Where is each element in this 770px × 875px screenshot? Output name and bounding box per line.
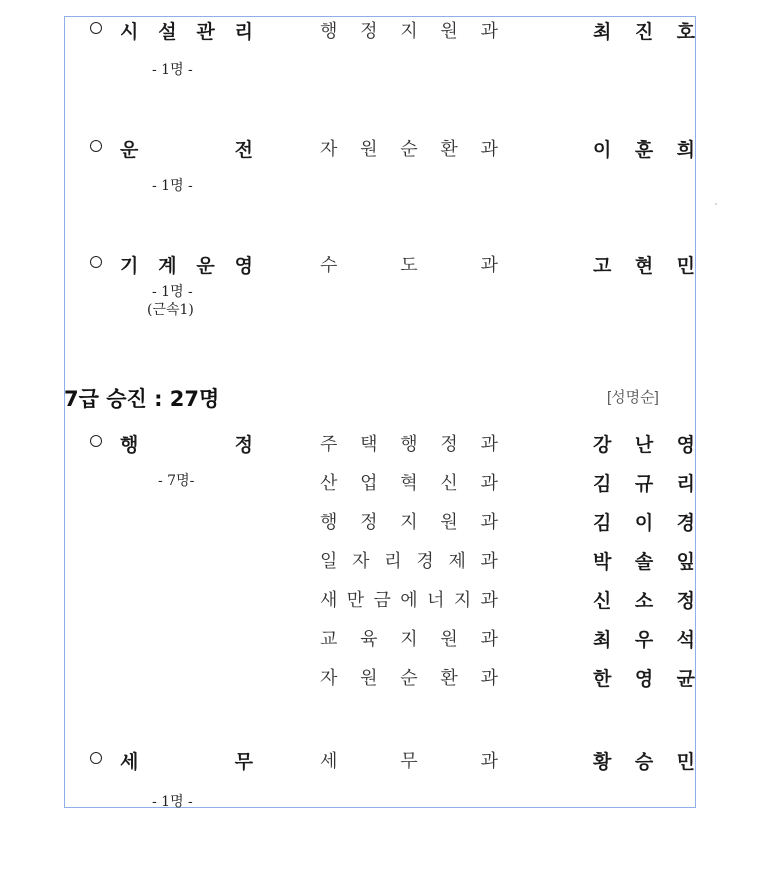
char: 순 — [400, 139, 418, 160]
char: 원 — [440, 512, 458, 533]
char: 주 — [320, 434, 338, 455]
char: 전 — [234, 139, 253, 161]
count-label: - 1명 - — [152, 178, 193, 194]
person-name — [593, 747, 695, 774]
char: 규 — [634, 473, 654, 495]
person-name — [593, 664, 695, 691]
char: 제 — [448, 551, 466, 572]
char: 경 — [416, 551, 434, 572]
char: 고 — [593, 255, 612, 277]
char: 민 — [676, 255, 695, 277]
section-heading: 7급 승진 : 27명 — [64, 387, 220, 411]
char: 잎 — [676, 551, 695, 573]
char: 신 — [593, 590, 612, 612]
char: 영 — [634, 668, 654, 690]
count-label: - 1명 - — [152, 794, 193, 810]
char: 과 — [480, 255, 498, 276]
char: 민 — [676, 751, 695, 773]
char: 설 — [158, 21, 177, 43]
person-name — [593, 251, 695, 278]
char: 원 — [360, 668, 378, 689]
char: 과 — [480, 139, 498, 160]
char: 경 — [676, 512, 695, 534]
char: 행 — [400, 434, 418, 455]
char: 황 — [593, 751, 612, 773]
stray-dot — [715, 203, 717, 205]
char: 리 — [676, 473, 695, 495]
char: 새 — [320, 590, 338, 611]
char: 운 — [196, 255, 215, 277]
char: 기 — [120, 255, 139, 277]
bullet-circle-icon — [90, 435, 102, 447]
char: 원 — [440, 629, 458, 650]
char: 교 — [320, 629, 338, 650]
char: 과 — [480, 629, 498, 650]
dept-text — [320, 625, 498, 651]
char: 무 — [400, 751, 418, 772]
person-name — [593, 469, 695, 496]
person-name — [593, 135, 695, 162]
char: 신 — [440, 473, 458, 494]
bullet-circle-icon — [90, 752, 102, 764]
dept-text — [320, 747, 498, 773]
bullet-circle-icon — [90, 256, 102, 268]
category-gigye — [120, 251, 253, 278]
char: 시 — [120, 21, 139, 43]
char: 호 — [676, 21, 695, 43]
char: 지 — [400, 629, 418, 650]
char: 무 — [234, 751, 253, 773]
char: 김 — [593, 473, 612, 495]
dept-text — [320, 508, 498, 534]
char: 행 — [320, 21, 338, 42]
char: 일 — [320, 551, 338, 572]
note-label: (근속1) — [147, 302, 194, 318]
char: 환 — [440, 139, 458, 160]
char: 한 — [593, 668, 612, 690]
char: 수 — [320, 255, 338, 276]
char: 영 — [676, 434, 695, 456]
dept-text — [320, 251, 498, 277]
dept-text — [320, 586, 498, 612]
char: 지 — [400, 512, 418, 533]
char: 정 — [440, 434, 458, 455]
char: 자 — [320, 668, 338, 689]
person-name — [593, 625, 695, 652]
char: 최 — [593, 21, 612, 43]
char: 순 — [400, 668, 418, 689]
char: 정 — [360, 21, 378, 42]
order-note: [성명순] — [607, 389, 659, 406]
char: 혁 — [400, 473, 418, 494]
char: 도 — [400, 255, 418, 276]
char: 과 — [480, 551, 498, 572]
char: 균 — [676, 668, 695, 690]
char: 승 — [634, 751, 654, 773]
category-unjeon — [120, 135, 253, 162]
char: 자 — [352, 551, 370, 572]
category-siseol — [120, 17, 253, 44]
char: 이 — [634, 512, 654, 534]
dept-text — [320, 17, 498, 43]
char: 과 — [480, 668, 498, 689]
char: 업 — [360, 473, 378, 494]
char: 훈 — [634, 139, 654, 161]
char: 현 — [634, 255, 654, 277]
char: 김 — [593, 512, 612, 534]
char: 정 — [234, 434, 253, 456]
char: 산 — [320, 473, 338, 494]
bullet-circle-icon — [90, 140, 102, 152]
char: 운 — [120, 139, 139, 161]
char: 과 — [480, 590, 498, 611]
count-label: - 7명- — [158, 473, 195, 489]
char: 정 — [676, 590, 695, 612]
char: 지 — [453, 590, 472, 611]
bullet-circle-icon — [90, 22, 102, 34]
char: 너 — [427, 590, 445, 611]
char: 난 — [634, 434, 654, 456]
char: 원 — [360, 139, 378, 160]
count-label: - 1명 - — [152, 284, 193, 300]
person-name — [593, 547, 695, 574]
category-semu — [120, 747, 253, 774]
person-name — [593, 508, 695, 535]
char: 지 — [400, 21, 418, 42]
char: 이 — [593, 139, 612, 161]
char: 진 — [634, 21, 654, 43]
char: 희 — [676, 139, 695, 161]
dept-text — [320, 135, 498, 161]
char: 행 — [120, 434, 139, 456]
char: 금 — [373, 590, 391, 611]
char: 리 — [384, 551, 402, 572]
char: 만 — [346, 590, 365, 611]
char: 박 — [593, 551, 612, 573]
char: 소 — [634, 590, 654, 612]
char: 과 — [480, 434, 498, 455]
char: 영 — [234, 255, 253, 277]
char: 최 — [593, 629, 612, 651]
count-label: - 1명 - — [152, 62, 193, 78]
char: 정 — [360, 512, 378, 533]
char: 강 — [593, 434, 612, 456]
char: 원 — [440, 21, 458, 42]
char: 리 — [234, 21, 253, 43]
char: 에 — [400, 590, 418, 611]
char: 솔 — [634, 551, 654, 573]
char: 과 — [480, 751, 498, 772]
char: 과 — [480, 21, 498, 42]
char: 택 — [360, 434, 378, 455]
dept-text — [320, 547, 498, 573]
char: 관 — [196, 21, 215, 43]
dept-text — [320, 664, 498, 690]
char: 세 — [320, 751, 338, 772]
char: 계 — [158, 255, 177, 277]
dept-text — [320, 430, 498, 456]
char: 육 — [360, 629, 378, 650]
char: 자 — [320, 139, 338, 160]
char: 과 — [480, 473, 498, 494]
char: 행 — [320, 512, 338, 533]
dept-text — [320, 469, 498, 495]
char: 환 — [440, 668, 458, 689]
person-name — [593, 17, 695, 44]
char: 과 — [480, 512, 498, 533]
char: 석 — [676, 629, 695, 651]
category-haengjeong — [120, 430, 253, 457]
char: 우 — [634, 629, 654, 651]
person-name — [593, 430, 695, 457]
char: 세 — [120, 751, 139, 773]
person-name — [593, 586, 695, 613]
